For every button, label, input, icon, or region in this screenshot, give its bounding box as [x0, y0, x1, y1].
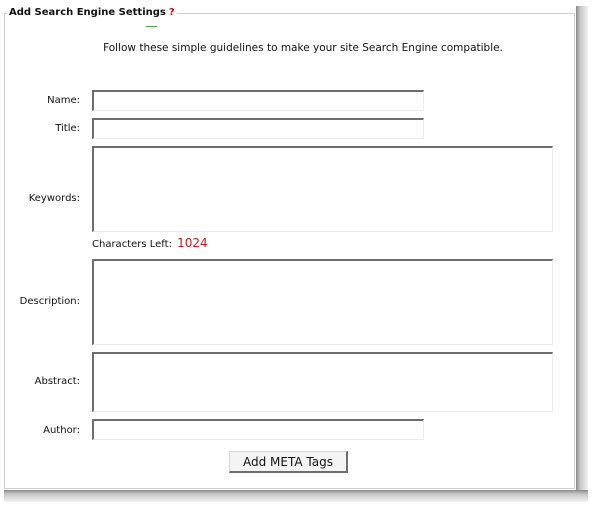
window-shadow-bottom — [4, 490, 588, 502]
title-input[interactable] — [92, 118, 424, 139]
characters-left — [92, 236, 208, 252]
help-icon-underline — [146, 26, 157, 27]
author-input[interactable] — [92, 419, 424, 440]
characters-left-count: 1024 — [177, 236, 208, 250]
help-icon[interactable]: ? — [168, 7, 175, 18]
author-label: Author: — [43, 425, 80, 436]
panel-title — [7, 6, 177, 20]
add-meta-tags-button[interactable]: Add META Tags — [229, 451, 348, 473]
abstract-textarea[interactable] — [92, 352, 553, 412]
keywords-label: Keywords: — [28, 193, 80, 204]
window-shadow-right — [576, 6, 588, 492]
keywords-textarea[interactable] — [92, 146, 553, 232]
description-label: Description: — [19, 296, 80, 307]
description-textarea[interactable] — [92, 259, 553, 345]
name-input[interactable] — [92, 90, 424, 111]
panel-title-text: Add Search Engine Settings — [9, 7, 166, 18]
characters-left-label: Characters Left: — [92, 239, 172, 250]
abstract-label: Abstract: — [34, 376, 80, 387]
title-label: Title: — [55, 123, 80, 134]
name-label: Name: — [47, 95, 80, 106]
guideline-text: Follow these simple guidelines to make your site Search Engine compatible. — [103, 42, 503, 54]
search-engine-settings-panel — [4, 13, 575, 489]
